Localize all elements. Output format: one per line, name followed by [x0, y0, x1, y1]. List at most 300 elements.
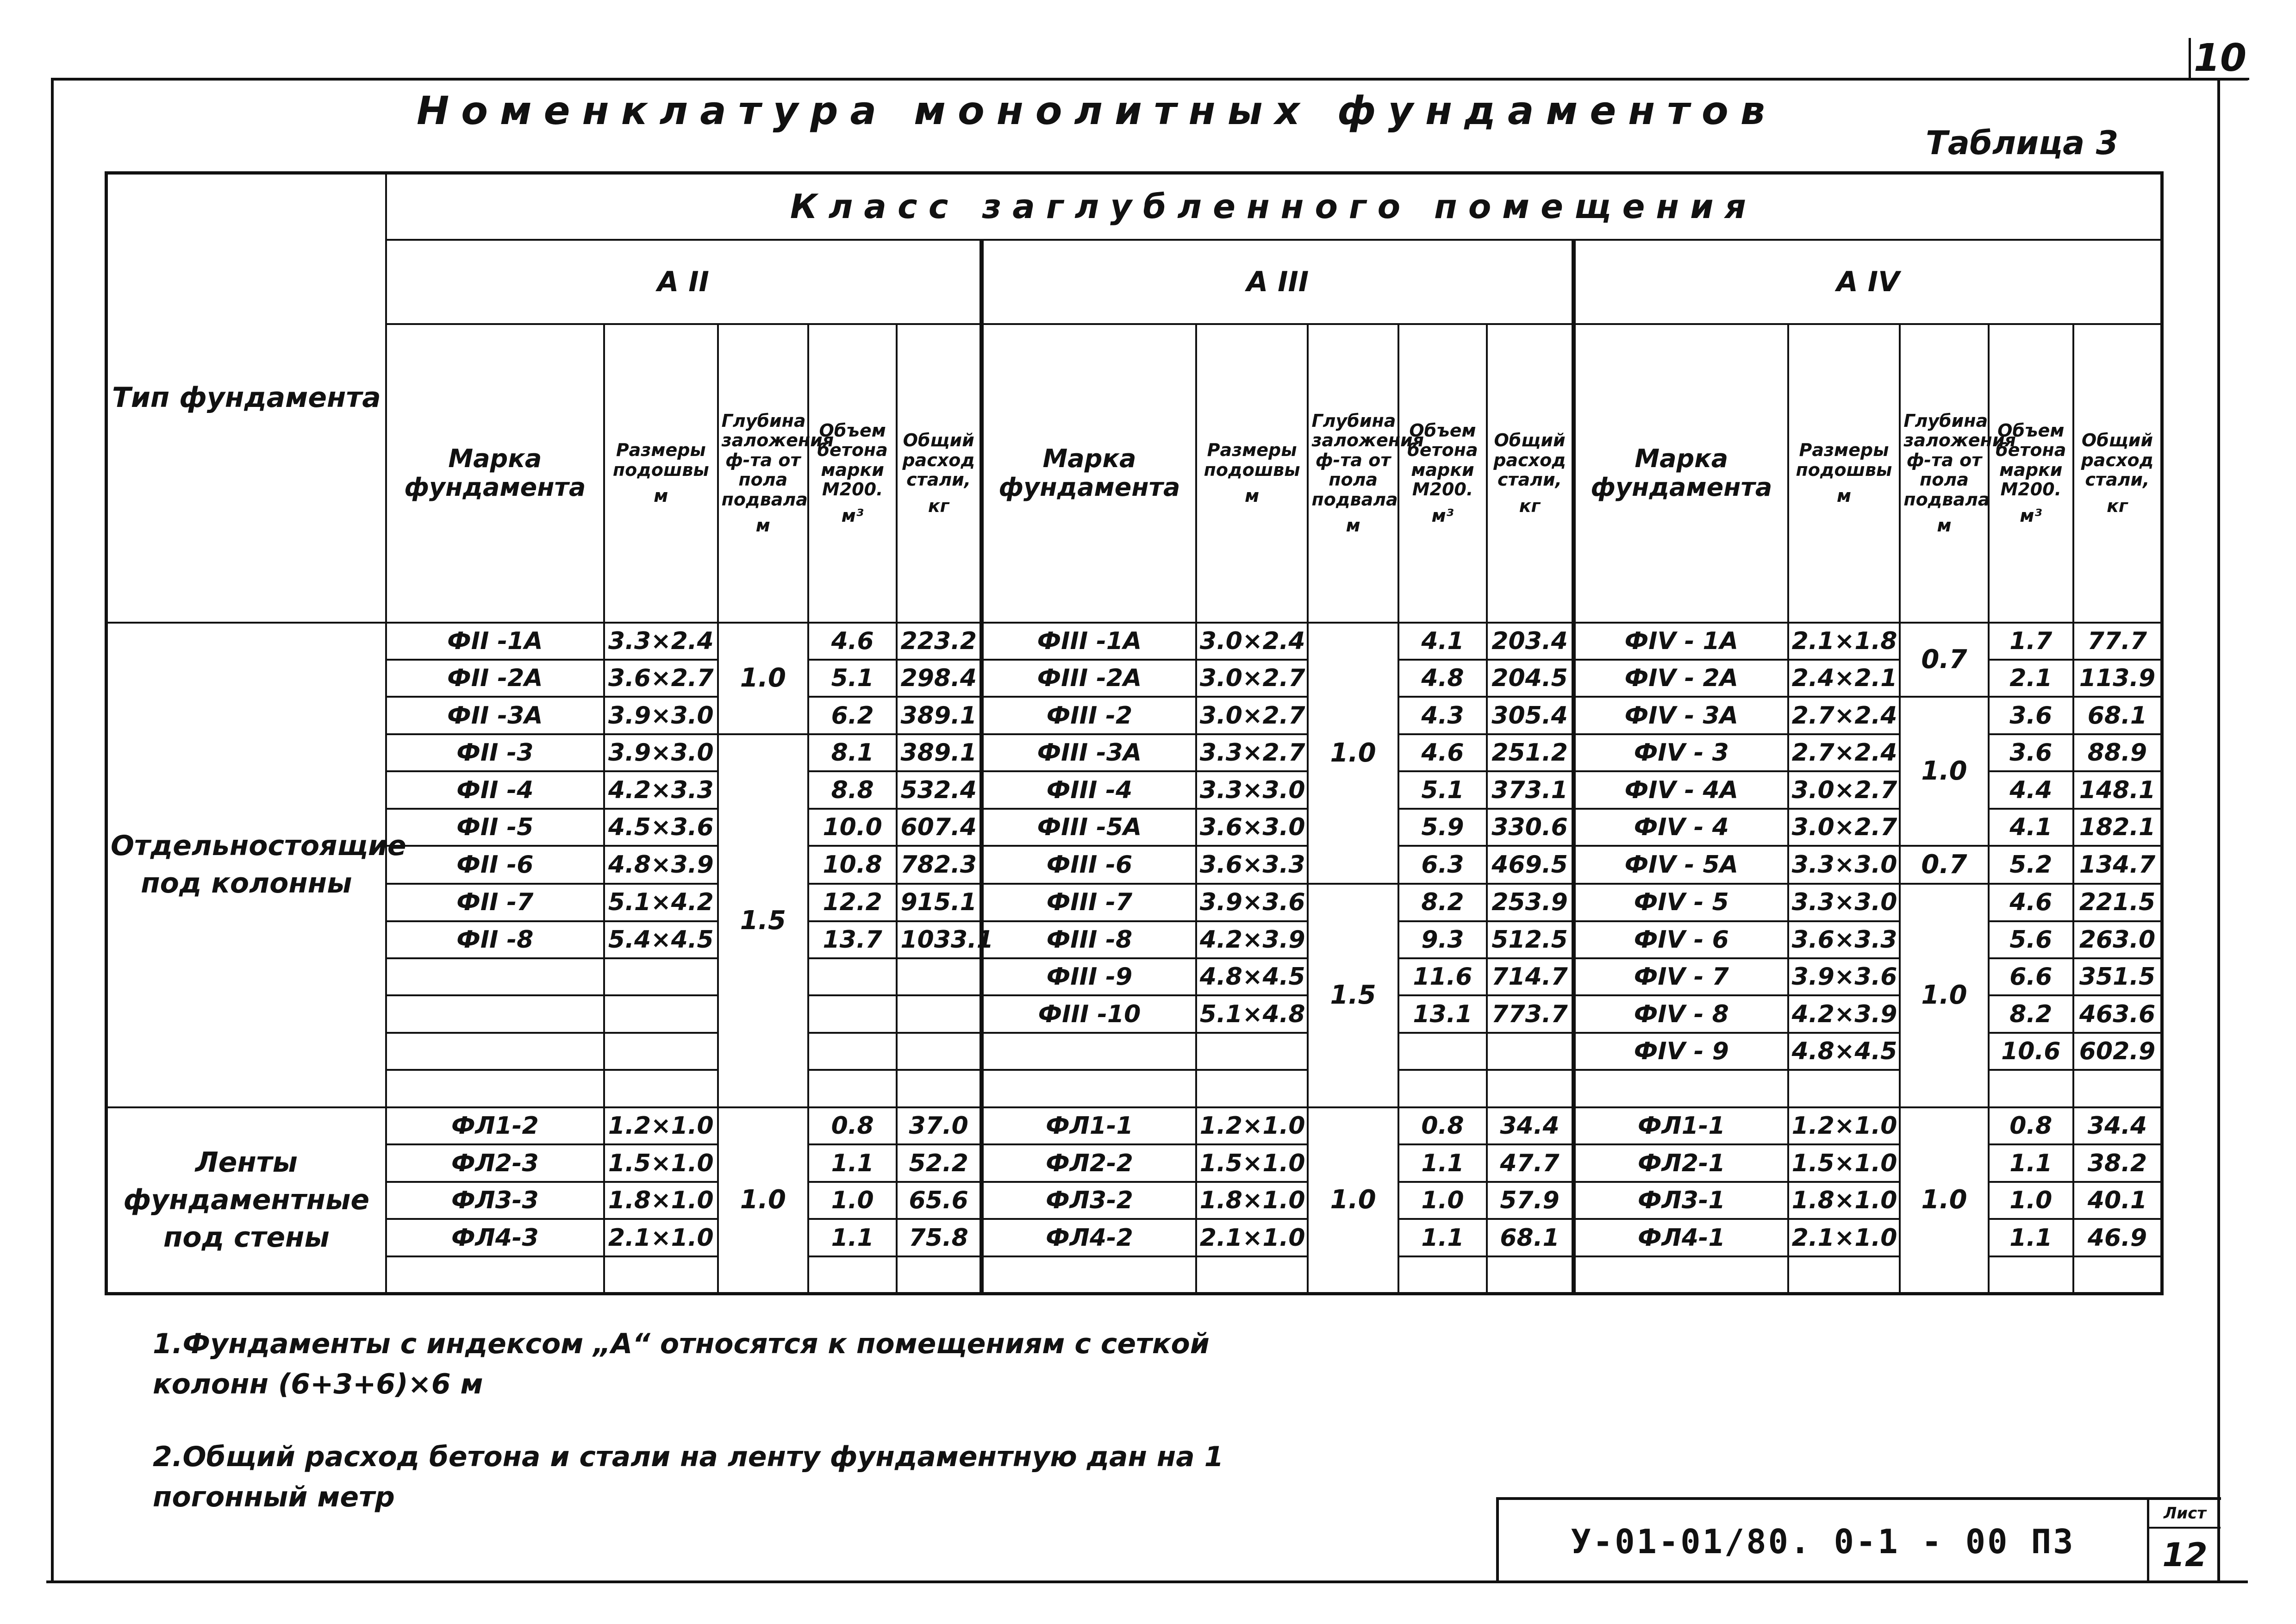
col-volume-unit: м³ [1431, 506, 1454, 526]
depth-cell: 1.0 [1308, 1107, 1398, 1294]
col-depth-label: Глубина заложения ф-та от пола подвала [721, 410, 834, 510]
volume-cell [1989, 1256, 2073, 1294]
mark-cell: ФII -8 [386, 921, 604, 958]
document-title: Номенклатура монолитных фундаментов [417, 88, 1777, 133]
size-cell: 1.8×1.0 [1788, 1182, 1900, 1219]
steel-cell: 305.4 [1487, 697, 1573, 734]
group1-row [106, 958, 2162, 995]
steel-cell: 253.9 [1487, 884, 1573, 921]
mark-cell: ФIV - 6 [1573, 921, 1788, 958]
steel-cell: 68.1 [1487, 1219, 1573, 1256]
steel-cell: 602.9 [2073, 1033, 2162, 1070]
mark-cell: ФIV - 5 [1573, 884, 1788, 921]
col-steel-unit: кг [928, 495, 949, 516]
col-steel-a4 [2073, 324, 2162, 623]
volume-cell: 6.6 [1989, 958, 2073, 995]
steel-cell: 714.7 [1487, 958, 1573, 995]
mark-cell [1573, 1070, 1788, 1107]
size-cell: 4.8×3.9 [604, 846, 718, 884]
group1-row [106, 734, 2162, 771]
mark-cell: ФIV - 3А [1573, 697, 1788, 734]
size-cell: 5.4×4.5 [604, 921, 718, 958]
note-1: 1.Фундаменты с индексом „А“ относятся к помещениям с сеткой колонн (6+3+6)×6 м [153, 1328, 1210, 1400]
mark-cell: ФII -7 [386, 884, 604, 921]
steel-cell: 57.9 [1487, 1182, 1573, 1219]
mark-cell: ФII -3А [386, 697, 604, 734]
size-cell: 3.3×3.0 [1196, 771, 1308, 808]
group1-row [106, 884, 2162, 921]
group2-row [106, 1144, 2162, 1181]
group1-row [106, 846, 2162, 884]
col-volume-a2 [808, 324, 897, 623]
mark-cell: ФIII -10 [982, 995, 1196, 1032]
mark-cell: ФЛ4-2 [982, 1219, 1196, 1256]
steel-cell: 330.6 [1487, 809, 1573, 846]
volume-cell: 9.3 [1398, 921, 1487, 958]
col-steel-a2 [897, 324, 981, 623]
size-cell: 3.0×2.4 [1196, 623, 1308, 660]
sheet-box [2147, 1500, 2221, 1583]
steel-cell: 782.3 [897, 846, 981, 884]
steel-cell: 389.1 [897, 697, 981, 734]
group2-row [106, 1219, 2162, 1256]
volume-cell: 1.1 [1989, 1219, 2073, 1256]
steel-cell: 251.2 [1487, 734, 1573, 771]
volume-cell: 8.1 [808, 734, 897, 771]
size-cell: 3.0×2.7 [1196, 697, 1308, 734]
volume-cell [808, 1033, 897, 1070]
group2-type-label: Ленты фундаментные под стены [106, 1107, 386, 1294]
depth-cell: 1.0 [1308, 623, 1398, 884]
group1-row [106, 660, 2162, 697]
steel-cell: 182.1 [2073, 809, 2162, 846]
volume-cell: 5.9 [1398, 809, 1487, 846]
note-2: 2.Общий расход бетона и стали на ленту фундаментную дан на 1 погонный метр [153, 1441, 1224, 1513]
volume-cell: 1.1 [1989, 1144, 2073, 1181]
col-size-a3 [1196, 324, 1308, 623]
mark-cell: ФЛ1-1 [1573, 1107, 1788, 1144]
steel-cell: 512.5 [1487, 921, 1573, 958]
col-volume-label: Объем бетона марки М200. [1996, 420, 2066, 500]
steel-cell [897, 1070, 981, 1107]
volume-cell: 1.1 [1398, 1144, 1487, 1181]
document-code: У-01-01/80. 0-1 - 00 ПЗ [1571, 1522, 2075, 1561]
size-cell: 1.2×1.0 [1196, 1107, 1308, 1144]
size-cell: 3.9×3.0 [604, 697, 718, 734]
sheet-label: Лист [2149, 1500, 2221, 1529]
size-cell: 3.3×2.7 [1196, 734, 1308, 771]
steel-cell: 1033.1 [897, 921, 981, 958]
steel-cell: 263.0 [2073, 921, 2162, 958]
mark-cell: ФIV - 7 [1573, 958, 1788, 995]
volume-cell: 4.8 [1398, 660, 1487, 697]
group1-row [106, 1070, 2162, 1107]
mark-cell [386, 995, 604, 1032]
depth-cell: 1.0 [1900, 884, 1988, 1107]
mark-cell: ФЛ4-3 [386, 1219, 604, 1256]
mark-cell: ФIII -6 [982, 846, 1196, 884]
size-cell: 3.3×3.0 [1788, 846, 1900, 884]
col-depth-label: Глубина заложения ф-та от пола подвала [1311, 410, 1424, 510]
size-cell: 3.0×2.7 [1788, 771, 1900, 808]
volume-cell: 10.6 [1989, 1033, 2073, 1070]
mark-cell: ФII -5 [386, 809, 604, 846]
steel-cell: 75.8 [897, 1219, 981, 1256]
size-cell: 2.1×1.0 [1788, 1219, 1900, 1256]
mark-cell: ФЛ3-2 [982, 1182, 1196, 1219]
col-mark-a3: Марка фундамента [982, 324, 1196, 623]
steel-cell: 532.4 [897, 771, 981, 808]
col-steel-a3 [1487, 324, 1573, 623]
volume-cell: 4.1 [1989, 809, 2073, 846]
mark-cell: ФIV - 4А [1573, 771, 1788, 808]
col-size-label: Размеры подошвы [612, 440, 709, 480]
mark-cell: ФIII -4 [982, 771, 1196, 808]
steel-cell: 40.1 [2073, 1182, 2162, 1219]
col-volume-label: Объем бетона марки М200. [817, 420, 888, 500]
steel-cell: 88.9 [2073, 734, 2162, 771]
size-cell: 3.0×2.7 [1788, 809, 1900, 846]
steel-cell [1487, 1070, 1573, 1107]
mark-cell: ФIII -7 [982, 884, 1196, 921]
col-size-label: Размеры подошвы [1204, 440, 1300, 480]
size-cell: 2.7×2.4 [1788, 697, 1900, 734]
col-volume-unit: м³ [841, 506, 864, 526]
class-header-row [106, 173, 2162, 240]
size-cell: 3.6×3.3 [1196, 846, 1308, 884]
volume-cell: 2.1 [1989, 660, 2073, 697]
volume-cell: 13.7 [808, 921, 897, 958]
steel-cell [1487, 1033, 1573, 1070]
steel-cell [2073, 1256, 2162, 1294]
group1-row [106, 623, 2162, 660]
size-cell: 1.5×1.0 [604, 1144, 718, 1181]
col-size-label: Размеры подошвы [1796, 440, 1892, 480]
mark-cell: ФIV - 3 [1573, 734, 1788, 771]
col-depth-a4 [1900, 324, 2016, 623]
depth-cell: 1.5 [1308, 884, 1398, 1107]
group1-row [106, 921, 2162, 958]
steel-cell: 38.2 [2073, 1144, 2162, 1181]
steel-cell: 113.9 [2073, 660, 2162, 697]
volume-cell: 8.2 [1398, 884, 1487, 921]
notes [153, 1324, 1310, 1550]
steel-cell: 34.4 [2073, 1107, 2162, 1144]
steel-cell: 469.5 [1487, 846, 1573, 884]
col-size-a4 [1788, 324, 1900, 623]
size-cell [1788, 1070, 1900, 1107]
col-steel-label: Общий расход стали, [2081, 430, 2154, 490]
steel-cell: 373.1 [1487, 771, 1573, 808]
mark-cell: ФIII -8 [982, 921, 1196, 958]
page-number: 10 [2189, 38, 2249, 80]
size-cell: 3.6×2.7 [604, 660, 718, 697]
col-volume-a3 [1398, 324, 1487, 623]
steel-cell: 37.0 [897, 1107, 981, 1144]
col-volume-a4 [1989, 324, 2073, 623]
col-size-a2 [604, 324, 718, 623]
size-cell [604, 958, 718, 995]
col-depth-unit: м [1346, 515, 1360, 536]
steel-cell [1487, 1256, 1573, 1294]
mark-cell: ФII -6 [386, 846, 604, 884]
volume-cell: 10.8 [808, 846, 897, 884]
volume-cell: 1.1 [808, 1219, 897, 1256]
volume-cell: 3.6 [1989, 697, 2073, 734]
sheet-number: 12 [2162, 1536, 2208, 1574]
size-cell: 3.9×3.0 [604, 734, 718, 771]
title-block [1496, 1497, 2221, 1583]
steel-cell: 298.4 [897, 660, 981, 697]
volume-cell: 1.1 [1398, 1219, 1487, 1256]
volume-cell: 0.8 [1989, 1107, 2073, 1144]
size-cell: 3.0×2.7 [1196, 660, 1308, 697]
volume-cell: 5.2 [1989, 846, 2073, 884]
volume-cell [1398, 1256, 1487, 1294]
volume-cell: 1.7 [1989, 623, 2073, 660]
size-cell [604, 1070, 718, 1107]
mark-cell: ФIII -5А [982, 809, 1196, 846]
size-cell: 3.3×3.0 [1788, 884, 1900, 921]
subclass-row [106, 240, 2162, 324]
volume-cell: 5.1 [808, 660, 897, 697]
volume-cell: 1.1 [808, 1144, 897, 1181]
volume-cell: 1.0 [808, 1182, 897, 1219]
col-mark-a4: Марка фундамента [1573, 324, 1788, 623]
col-size-unit: м [1836, 486, 1851, 506]
size-cell: 2.7×2.4 [1788, 734, 1900, 771]
mark-cell: ФII -1А [386, 623, 604, 660]
size-cell: 3.3×2.4 [604, 623, 718, 660]
size-cell: 4.8×4.5 [1196, 958, 1308, 995]
col-depth-label: Глубина заложения ф-та от пола подвала [1903, 410, 2016, 510]
col-volume-label: Объем бетона марки М200. [1407, 420, 1478, 500]
size-cell: 2.4×2.1 [1788, 660, 1900, 697]
mark-cell: ФЛ1-2 [386, 1107, 604, 1144]
volume-cell [808, 958, 897, 995]
size-cell [1196, 1033, 1308, 1070]
volume-cell: 11.6 [1398, 958, 1487, 995]
volume-cell: 1.0 [1989, 1182, 2073, 1219]
group1-row [106, 995, 2162, 1032]
mark-cell: ФЛ3-3 [386, 1182, 604, 1219]
volume-cell: 12.2 [808, 884, 897, 921]
size-cell: 1.5×1.0 [1196, 1144, 1308, 1181]
depth-cell: 0.7 [1900, 846, 1988, 884]
volume-cell: 4.6 [808, 623, 897, 660]
size-cell [1196, 1070, 1308, 1107]
size-cell: 1.2×1.0 [604, 1107, 718, 1144]
mark-cell: ФIII -2А [982, 660, 1196, 697]
volume-cell: 6.2 [808, 697, 897, 734]
steel-cell [897, 1033, 981, 1070]
steel-cell: 204.5 [1487, 660, 1573, 697]
mark-cell: ФIV - 5А [1573, 846, 1788, 884]
volume-cell: 4.4 [1989, 771, 2073, 808]
class-header: Класс заглубленного помещения [386, 173, 2162, 240]
size-cell: 2.1×1.0 [604, 1219, 718, 1256]
size-cell: 1.5×1.0 [1788, 1144, 1900, 1181]
mark-cell: ФЛ2-2 [982, 1144, 1196, 1181]
volume-cell [808, 995, 897, 1032]
size-cell: 4.8×4.5 [1788, 1033, 1900, 1070]
col-size-unit: м [654, 486, 668, 506]
mark-cell: ФЛ2-1 [1573, 1144, 1788, 1181]
mark-cell [386, 958, 604, 995]
col-steel-label: Общий расход стали, [902, 430, 975, 490]
mark-cell: ФIV - 1А [1573, 623, 1788, 660]
col-size-unit: м [1245, 486, 1260, 506]
size-cell: 1.2×1.0 [1788, 1107, 1900, 1144]
mark-cell: ФЛ3-1 [1573, 1182, 1788, 1219]
mark-cell [982, 1070, 1196, 1107]
depth-cell: 0.7 [1900, 623, 1988, 697]
group1-row [106, 809, 2162, 846]
col-steel-unit: кг [2107, 495, 2128, 516]
foundation-table [105, 171, 2164, 1295]
size-cell [604, 1033, 718, 1070]
steel-cell: 68.1 [2073, 697, 2162, 734]
mark-cell [386, 1256, 604, 1294]
group1-row [106, 1033, 2162, 1070]
mark-cell: ФII -3 [386, 734, 604, 771]
volume-cell [808, 1256, 897, 1294]
size-cell [604, 995, 718, 1032]
volume-cell: 8.8 [808, 771, 897, 808]
volume-cell [1398, 1033, 1487, 1070]
steel-cell: 389.1 [897, 734, 981, 771]
volume-cell: 4.6 [1989, 884, 2073, 921]
col-depth-a3 [1308, 324, 1424, 623]
mark-cell: ФIV - 8 [1573, 995, 1788, 1032]
size-cell: 3.9×3.6 [1788, 958, 1900, 995]
size-cell: 3.6×3.0 [1196, 809, 1308, 846]
steel-cell [897, 1256, 981, 1294]
type-header: Тип фундамента [106, 173, 386, 623]
size-cell: 5.1×4.2 [604, 884, 718, 921]
size-cell [1788, 1256, 1900, 1294]
mark-cell: ФIV - 2А [1573, 660, 1788, 697]
volume-cell: 5.1 [1398, 771, 1487, 808]
volume-cell [808, 1070, 897, 1107]
mark-cell: ФЛ2-3 [386, 1144, 604, 1181]
col-depth-unit: м [1937, 515, 1952, 536]
steel-cell: 47.7 [1487, 1144, 1573, 1181]
mark-cell: ФЛ4-1 [1573, 1219, 1788, 1256]
frame-right-border [2217, 78, 2220, 1582]
size-cell: 4.2×3.9 [1196, 921, 1308, 958]
class-a2-header: А II [386, 240, 982, 324]
steel-cell: 46.9 [2073, 1219, 2162, 1256]
volume-cell: 1.0 [1398, 1182, 1487, 1219]
size-cell: 3.9×3.6 [1196, 884, 1308, 921]
volume-cell: 13.1 [1398, 995, 1487, 1032]
size-cell: 5.1×4.8 [1196, 995, 1308, 1032]
group1-row [106, 697, 2162, 734]
size-cell: 3.6×3.3 [1788, 921, 1900, 958]
steel-cell: 915.1 [897, 884, 981, 921]
depth-cell: 1.5 [718, 734, 808, 1107]
group2-row [106, 1256, 2162, 1294]
class-a4-header: А IV [1573, 240, 2162, 324]
volume-cell: 4.6 [1398, 734, 1487, 771]
class-a3-header: А III [982, 240, 1574, 324]
mark-cell: ФIII -3А [982, 734, 1196, 771]
volume-cell: 0.8 [808, 1107, 897, 1144]
mark-cell: ФII -2А [386, 660, 604, 697]
volume-cell: 4.3 [1398, 697, 1487, 734]
mark-cell: ФII -4 [386, 771, 604, 808]
col-steel-label: Общий расход стали, [1493, 430, 1566, 490]
volume-cell [1989, 1070, 2073, 1107]
size-cell: 2.1×1.8 [1788, 623, 1900, 660]
size-cell: 1.8×1.0 [604, 1182, 718, 1219]
col-depth-a2 [718, 324, 834, 623]
steel-cell: 607.4 [897, 809, 981, 846]
volume-cell: 5.6 [1989, 921, 2073, 958]
steel-cell: 223.2 [897, 623, 981, 660]
volume-cell: 6.3 [1398, 846, 1487, 884]
volume-cell: 8.2 [1989, 995, 2073, 1032]
mark-cell: ФIII -1А [982, 623, 1196, 660]
steel-cell: 65.6 [897, 1182, 981, 1219]
volume-cell [1398, 1070, 1487, 1107]
steel-cell: 134.7 [2073, 846, 2162, 884]
depth-cell: 1.0 [1900, 1107, 1988, 1294]
steel-cell [897, 995, 981, 1032]
steel-cell: 463.6 [2073, 995, 2162, 1032]
size-cell: 4.2×3.9 [1788, 995, 1900, 1032]
size-cell: 4.5×3.6 [604, 809, 718, 846]
col-mark-a2: Марка фундамента [386, 324, 604, 623]
mark-cell [982, 1256, 1196, 1294]
steel-cell: 77.7 [2073, 623, 2162, 660]
mark-cell [1573, 1256, 1788, 1294]
frame-left-border [51, 78, 54, 1582]
size-cell: 4.2×3.3 [604, 771, 718, 808]
volume-cell: 10.0 [808, 809, 897, 846]
volume-cell: 4.1 [1398, 623, 1487, 660]
mark-cell: ФIII -2 [982, 697, 1196, 734]
mark-cell [982, 1033, 1196, 1070]
size-cell: 1.8×1.0 [1196, 1182, 1308, 1219]
steel-cell: 351.5 [2073, 958, 2162, 995]
steel-cell: 203.4 [1487, 623, 1573, 660]
steel-cell [2073, 1070, 2162, 1107]
col-depth-unit: м [755, 515, 770, 536]
mark-cell [386, 1033, 604, 1070]
mark-cell: ФIV - 9 [1573, 1033, 1788, 1070]
mark-cell [386, 1070, 604, 1107]
size-cell [604, 1256, 718, 1294]
group1-type-label: Отдельностоящие под колонны [106, 623, 386, 1107]
col-volume-unit: м³ [2020, 506, 2042, 526]
steel-cell: 34.4 [1487, 1107, 1573, 1144]
group2-row [106, 1107, 2162, 1144]
mark-cell: ФЛ1-1 [982, 1107, 1196, 1144]
steel-cell: 148.1 [2073, 771, 2162, 808]
steel-cell: 773.7 [1487, 995, 1573, 1032]
mark-cell: ФIV - 4 [1573, 809, 1788, 846]
size-cell: 2.1×1.0 [1196, 1219, 1308, 1256]
steel-cell: 221.5 [2073, 884, 2162, 921]
depth-cell: 1.0 [718, 623, 808, 734]
steel-cell: 52.2 [897, 1144, 981, 1181]
group1-row [106, 771, 2162, 808]
depth-cell: 1.0 [1900, 697, 1988, 846]
mark-cell: ФIII -9 [982, 958, 1196, 995]
table-label: Таблица 3 [1926, 124, 2119, 162]
